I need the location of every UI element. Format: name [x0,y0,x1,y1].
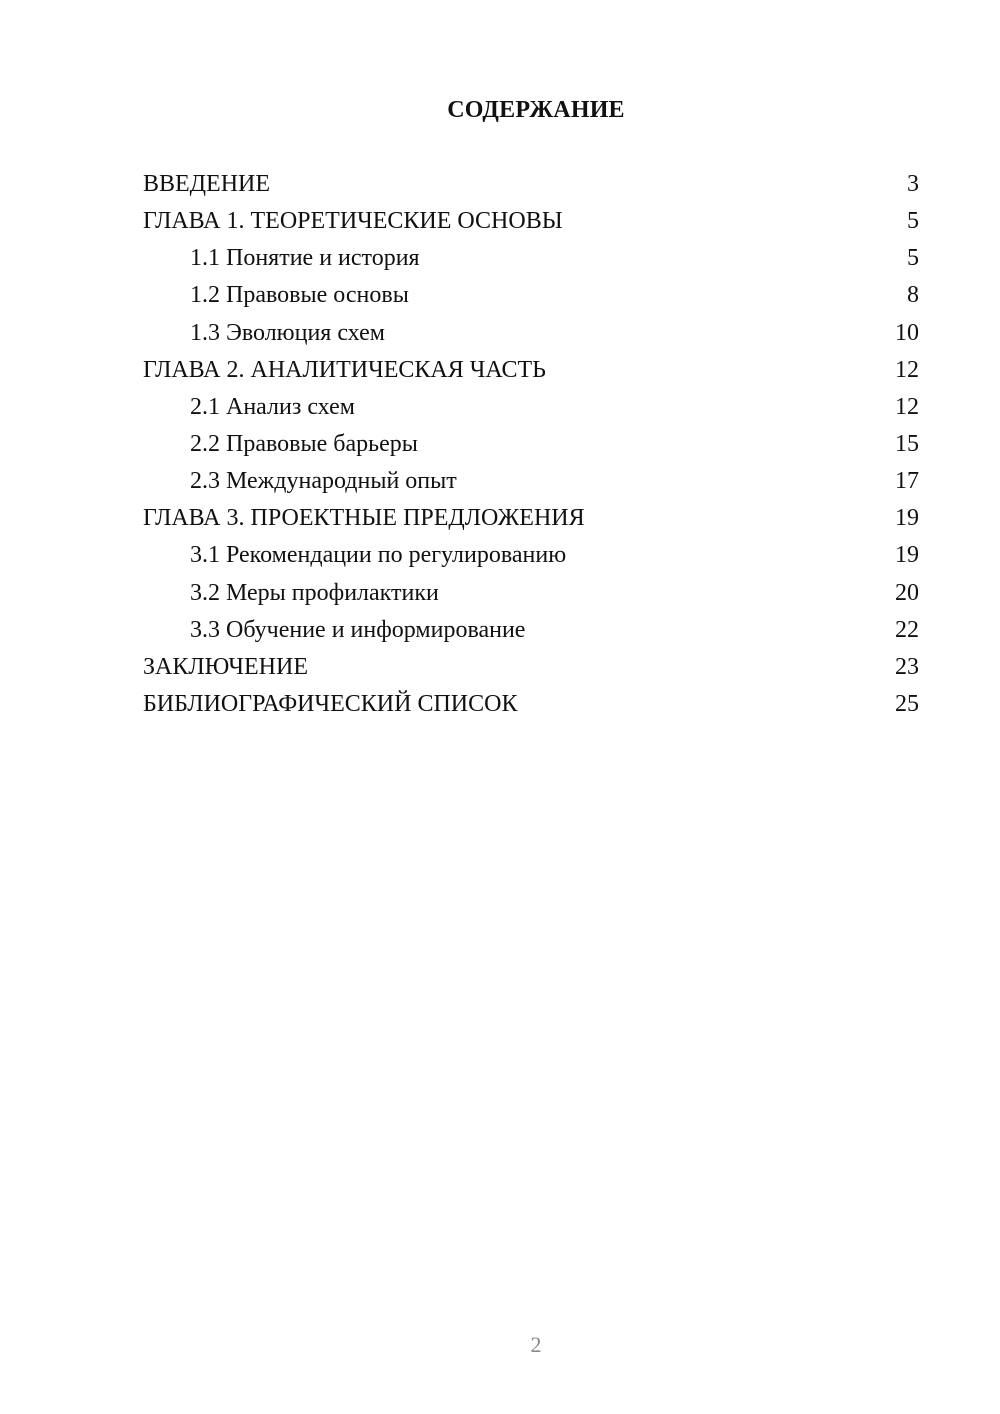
toc-entry [143,354,919,391]
toc-subentry [143,577,919,614]
toc-entry-label: ГЛАВА 1. ТЕОРЕТИЧЕСКИЕ ОСНОВЫ [143,208,563,235]
toc-entry-page: 15 [895,430,919,457]
toc-entry-label: ГЛАВА 3. ПРОЕКТНЫЕ ПРЕДЛОЖЕНИЯ [143,505,585,532]
toc-entry-label: ВВЕДЕНИЕ [143,171,271,197]
toc-entry [143,651,919,688]
toc-entry-page: 22 [895,616,919,643]
toc-entry-page: 8 [907,282,919,309]
toc-entry-label: 2.3 Международный опыт [190,468,457,495]
toc-subentry [143,465,919,502]
toc-entry-page: 23 [895,653,919,680]
toc-entry-label: БИБЛИОГРАФИЧЕСКИЙ СПИСОК [143,690,518,717]
toc-subentry [143,391,919,428]
toc-list [143,168,919,725]
toc-entry-label: 1.1 Понятие и история [190,245,420,272]
toc-subentry [143,428,919,465]
toc-subentry [143,317,919,354]
toc-entry-page: 12 [895,356,919,383]
toc-entry-page: 25 [895,690,919,717]
toc-entry-label: 3.1 Рекомендации по регулированию [190,542,567,569]
toc-entry [143,502,919,539]
toc-entry-page: 10 [895,319,919,346]
toc-entry-page: 3 [907,171,919,197]
toc-entry-page: 20 [895,579,919,606]
toc-entry-label: 3.3 Обучение и информирование [190,616,526,643]
toc-entry-page: 19 [895,542,919,569]
toc-entry-label: ГЛАВА 2. АНАЛИТИЧЕСКАЯ ЧАСТЬ [143,356,546,383]
toc-title: СОДЕРЖАНИЕ [447,97,625,123]
toc-entry-page: 19 [895,505,919,532]
toc-subentry [143,539,919,576]
toc-entry-label: 3.2 Меры профилактики [190,579,439,606]
toc-entry [143,168,919,205]
page-number: 2 [530,1332,542,1357]
toc-entry-page: 5 [907,245,919,272]
toc-entry [143,205,919,242]
toc-entry-label: ЗАКЛЮЧЕНИЕ [143,653,308,680]
toc-entry-label: 2.2 Правовые барьеры [190,430,418,457]
toc-entry-label: 2.1 Анализ схем [190,393,355,420]
toc-entry-label: 1.3 Эволюция схем [190,319,385,346]
toc-subentry [143,279,919,316]
toc-entry-label: 1.2 Правовые основы [190,282,409,309]
toc-entry-page: 17 [895,468,919,495]
toc-subentry [143,614,919,651]
toc-entry-page: 5 [907,208,919,235]
toc-entry-page: 12 [895,393,919,420]
toc-subentry [143,242,919,279]
toc-entry [143,688,919,725]
